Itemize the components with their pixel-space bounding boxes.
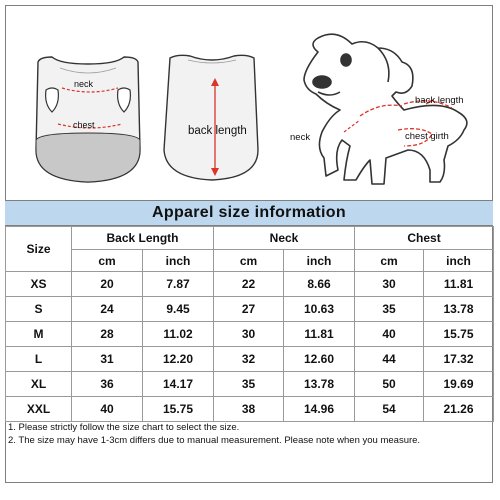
- table-cell: 35: [214, 372, 284, 397]
- table-row: [6, 372, 494, 397]
- table-cell: 10.63: [284, 297, 355, 322]
- size-header: Size: [6, 227, 72, 272]
- table-cell: 21.26: [424, 397, 494, 422]
- unit-cell: inch: [424, 250, 494, 272]
- table-unit-row: [6, 250, 494, 272]
- table-cell: 11.81: [424, 272, 494, 297]
- size-cell: XXL: [6, 397, 72, 422]
- table-cell: 28: [72, 322, 143, 347]
- table-cell: 12.60: [284, 347, 355, 372]
- garment-back-image: [164, 55, 258, 180]
- size-cell: L: [6, 347, 72, 372]
- table-cell: 14.96: [284, 397, 355, 422]
- table-cell: 30: [355, 272, 424, 297]
- size-table: [5, 226, 494, 422]
- unit-cell: cm: [355, 250, 424, 272]
- neck-header: Neck: [214, 227, 355, 250]
- table-cell: 13.78: [424, 297, 494, 322]
- table-cell: 17.32: [424, 347, 494, 372]
- table-cell: 38: [214, 397, 284, 422]
- table-header-row: [6, 227, 494, 250]
- table-cell: 36: [72, 372, 143, 397]
- note-line: 1. Please strictly follow the size chart to select the size.: [8, 422, 240, 433]
- table-cell: 11.81: [284, 322, 355, 347]
- table-cell: 19.69: [424, 372, 494, 397]
- note-line: 2. The size may have 1-3cm differs due to manual measurement. Please note when you measure.: [8, 435, 421, 446]
- table-cell: 9.45: [143, 297, 214, 322]
- size-cell: XL: [6, 372, 72, 397]
- table-cell: 54: [355, 397, 424, 422]
- table-row: [6, 347, 494, 372]
- unit-cell: cm: [214, 250, 284, 272]
- table-cell: 15.75: [424, 322, 494, 347]
- chest-header: Chest: [355, 227, 494, 250]
- table-cell: 13.78: [284, 372, 355, 397]
- unit-cell: inch: [143, 250, 214, 272]
- illustration-area: [0, 0, 500, 200]
- dog-image: [304, 34, 467, 184]
- table-cell: 40: [355, 322, 424, 347]
- table-cell: 24: [72, 297, 143, 322]
- size-cell: XS: [6, 272, 72, 297]
- size-cell: M: [6, 322, 72, 347]
- size-cell: S: [6, 297, 72, 322]
- table-row: [6, 272, 494, 297]
- table-row: [6, 322, 494, 347]
- table-cell: 7.87: [143, 272, 214, 297]
- table-cell: 14.17: [143, 372, 214, 397]
- back-length-header: Back Length: [72, 227, 214, 250]
- size-info-title: Apparel size information: [5, 200, 493, 226]
- table-cell: 35: [355, 297, 424, 322]
- garment-neck-label: neck: [74, 79, 94, 89]
- table-cell: 27: [214, 297, 284, 322]
- table-cell: 44: [355, 347, 424, 372]
- table-cell: 15.75: [143, 397, 214, 422]
- table-cell: 11.02: [143, 322, 214, 347]
- table-cell: 40: [72, 397, 143, 422]
- table-row: [6, 297, 494, 322]
- dog-neck-label: neck: [290, 132, 311, 143]
- table-cell: 22: [214, 272, 284, 297]
- garment-chest-label: chest: [73, 120, 95, 130]
- notes-section: [8, 421, 420, 447]
- unit-cell: inch: [284, 250, 355, 272]
- dog-chest-girth-label: chest girth: [405, 131, 449, 142]
- table-cell: 8.66: [284, 272, 355, 297]
- back-length-label: back length: [188, 125, 247, 137]
- table-cell: 12.20: [143, 347, 214, 372]
- table-cell: 32: [214, 347, 284, 372]
- table-row: [6, 397, 494, 422]
- table-cell: 50: [355, 372, 424, 397]
- unit-cell: cm: [72, 250, 143, 272]
- table-cell: 30: [214, 322, 284, 347]
- table-cell: 31: [72, 347, 143, 372]
- dog-back-length-label: back length: [415, 95, 464, 106]
- table-cell: 20: [72, 272, 143, 297]
